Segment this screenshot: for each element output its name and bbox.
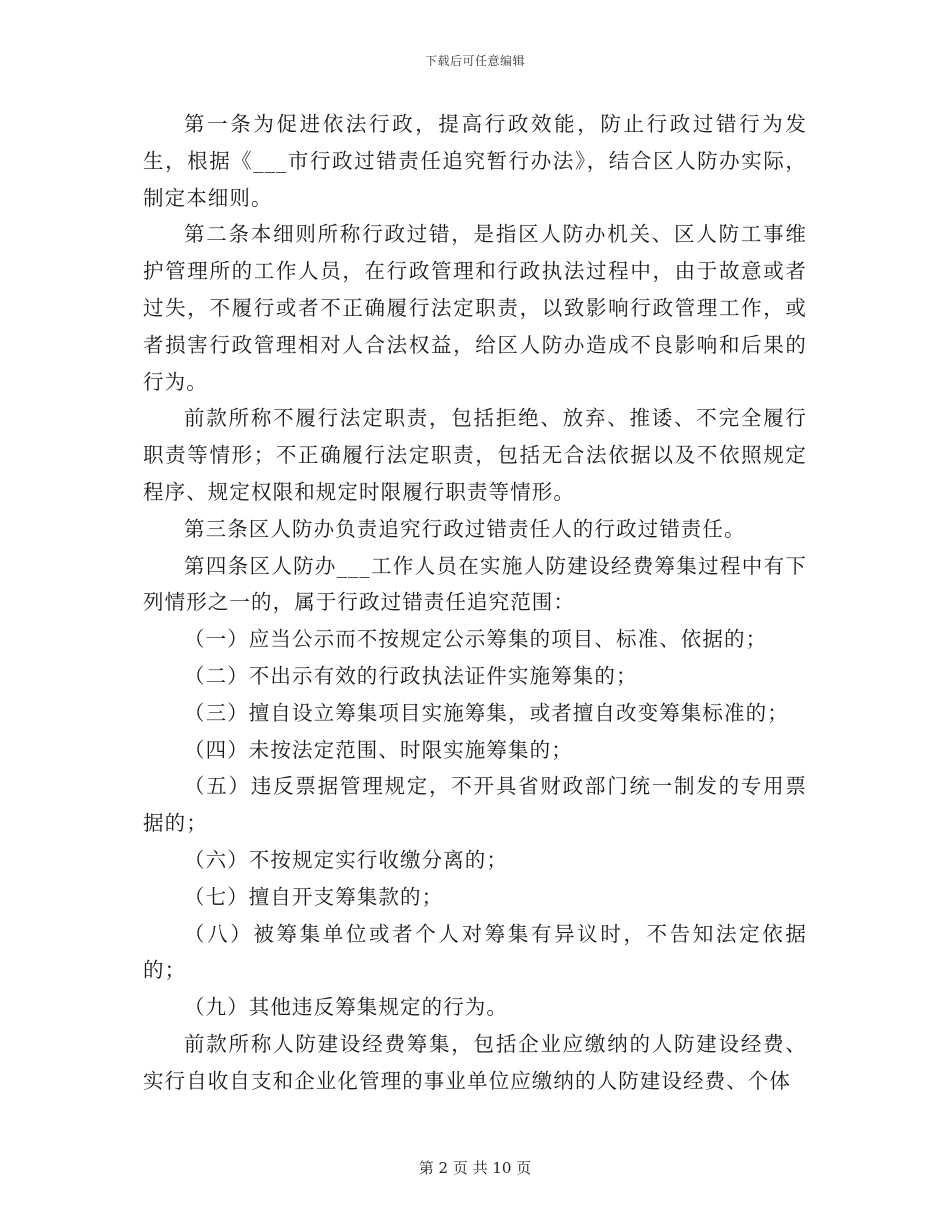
list-item-7: （七）擅自开支筹集款的； [184, 884, 444, 909]
paragraph-article-3: 第三条区人防办负责追究行政过错责任人的行政过错责任。 [184, 516, 746, 541]
list-item-1: （一）应当公示而不按规定公示筹集的项目、标准、依据的； [184, 627, 768, 652]
paragraph-article-2: 第二条本细则所称行政过错，是指区人防办机关、区人防工事维护管理所的工作人员，在行政管理和行政执法过程中，由于故意或者过失，不履行或者不正确履行法定职责，以致影响行政管理工作，或者损害行政管理相对人合法权益，给区人防办造成不良影响和后果的行为。 [143, 222, 807, 394]
paragraph-funding-definition: 前款所称人防建设经费筹集，包括企业应缴纳的人防建设经费、实行自收自支和企业化管理的事业单位应缴纳的人防建设经费、个体 [143, 1031, 807, 1093]
list-item-9: （九）其他违反筹集规定的行为。 [184, 995, 508, 1020]
paragraph-article-1: 第一条为促进依法行政，提高行政效能，防止行政过错行为发生，根据《___市行政过错责任追究暂行办法》，结合区人防办实际，制定本细则。 [143, 112, 807, 210]
page-header: 下载后可任意编辑 [424, 54, 525, 68]
list-item-5: （五）违反票据管理规定，不开具省财政部门统一制发的专用票据的； [143, 774, 807, 836]
paragraph-article-4: 第四条区人防办___工作人员在实施人防建设经费筹集过程中有下列情形之一的，属于行政过错责任追究范围： [143, 553, 807, 615]
paragraph-article-2-note: 前款所称不履行法定职责，包括拒绝、放弃、推诿、不完全履行职责等情形；不正确履行法定职责，包括无合法依据以及不依照规定程序、规定权限和规定时限履行职责等情形。 [143, 406, 807, 504]
list-item-2: （二）不出示有效的行政执法证件实施筹集的； [184, 663, 638, 688]
list-item-3: （三）擅自设立筹集项目实施筹集，或者擅自改变筹集标准的； [184, 700, 789, 725]
page-number: 第 2 页 共 10 页 [418, 1159, 532, 1177]
list-item-8: （八）被筹集单位或者个人对筹集有异议时，不告知法定依据的； [143, 921, 807, 983]
document-body [143, 106, 807, 1100]
list-item-4: （四）未按法定范围、时限实施筹集的； [184, 737, 573, 762]
list-item-6: （六）不按规定实行收缴分离的； [184, 847, 508, 872]
